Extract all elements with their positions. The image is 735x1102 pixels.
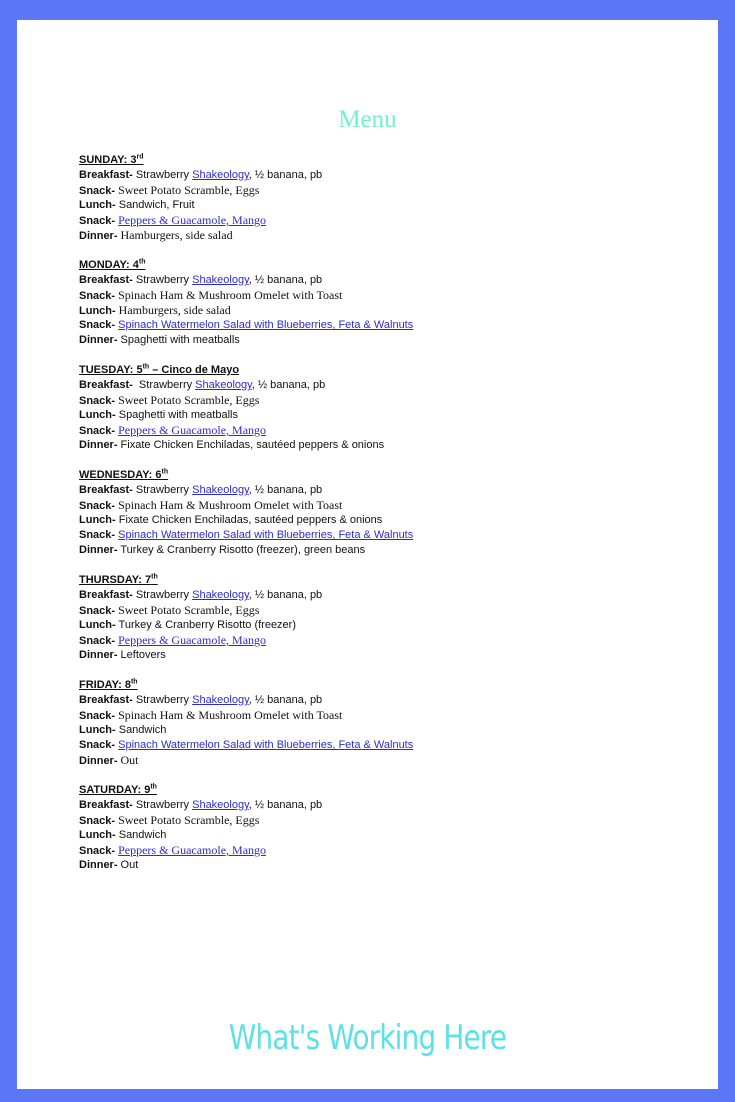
meal-text: Sandwich, Fruit [115, 199, 195, 211]
meal-label: Dinner- [79, 439, 118, 451]
meal-text: Strawberry [132, 589, 193, 601]
recipe-link[interactable]: Shakeology [192, 169, 249, 181]
meal-row [79, 183, 699, 198]
meal-text: Spaghetti with meatballs [115, 409, 238, 421]
day-name: WEDNESDAY: 6 [79, 469, 162, 481]
meal-text: Turkey & Cranberry Risotto (freezer) [115, 619, 297, 631]
day-name: SUNDAY: 3 [79, 154, 137, 166]
meal-label: Snack- [79, 395, 116, 407]
meal-row [79, 723, 699, 738]
meal-label: Lunch- [79, 619, 116, 631]
day-section [79, 783, 699, 873]
day-name: SATURDAY: 9 [79, 784, 151, 796]
meal-label: Lunch- [79, 409, 116, 421]
meal-row [79, 423, 699, 438]
meal-label: Snack- [79, 319, 116, 331]
meal-text: Fixate Chicken Enchiladas, sautéed peppers & onions [115, 514, 383, 526]
meal-label: Breakfast- [79, 169, 133, 181]
day-heading [79, 258, 699, 273]
recipe-link[interactable]: Shakeology [195, 379, 252, 391]
meal-label: Snack- [79, 215, 116, 227]
meal-text: Hamburgers, side salad [115, 303, 231, 317]
recipe-link[interactable]: Shakeology [192, 274, 249, 286]
meal-text: Sandwich [115, 724, 167, 736]
meal-text: , ½ banana, pb [248, 589, 323, 601]
meal-label: Breakfast- [79, 589, 133, 601]
meal-row [79, 858, 699, 873]
meal-text: Strawberry [132, 694, 193, 706]
recipe-link[interactable]: Spinach Watermelon Salad with Blueberries, Feta & Walnuts [118, 529, 414, 541]
day-heading [79, 363, 699, 378]
meal-label: Snack- [79, 815, 116, 827]
day-ordinal: th [151, 573, 158, 581]
day-heading [79, 783, 699, 798]
meal-text: Sweet Potato Scramble, Eggs [115, 813, 260, 827]
meal-text: Out [117, 753, 139, 767]
meal-label: Lunch- [79, 514, 116, 526]
meal-text: Fixate Chicken Enchiladas, sautéed peppers & onions [117, 439, 385, 451]
meal-row [79, 513, 699, 528]
meal-text: Spinach Ham & Mushroom Omelet with Toast [115, 498, 343, 512]
recipe-link[interactable]: Shakeology [192, 694, 249, 706]
day-name: THURSDAY: 7 [79, 574, 152, 586]
meal-row [79, 708, 699, 723]
meal-row [79, 213, 699, 228]
meal-text: Sweet Potato Scramble, Eggs [115, 183, 260, 197]
meal-label: Dinner- [79, 755, 118, 767]
day-heading [79, 678, 699, 693]
day-ordinal: th [138, 258, 146, 266]
meal-text: Strawberry [132, 274, 193, 286]
meal-text: , ½ banana, pb [248, 274, 323, 286]
day-ordinal: rd [136, 153, 144, 161]
meal-text: , ½ banana, pb [248, 169, 323, 181]
recipe-link[interactable]: Peppers & Guacamole, Mango [118, 843, 267, 857]
day-section [79, 153, 699, 243]
day-section [79, 678, 699, 768]
meal-row [79, 483, 699, 498]
meal-row [79, 333, 699, 348]
meal-text: Sweet Potato Scramble, Eggs [115, 393, 260, 407]
meal-text: , ½ banana, pb [251, 379, 326, 391]
meal-label: Snack- [79, 425, 116, 437]
day-section [79, 258, 699, 348]
day-heading [79, 468, 699, 483]
meal-row [79, 438, 699, 453]
meal-row [79, 798, 699, 813]
recipe-link[interactable]: Peppers & Guacamole, Mango [118, 423, 267, 437]
meal-label: Snack- [79, 290, 116, 302]
meal-label: Dinner- [79, 649, 118, 661]
meal-label: Breakfast- [79, 799, 133, 811]
meal-label: Breakfast- [79, 274, 133, 286]
day-heading [79, 573, 699, 588]
recipe-link[interactable]: Peppers & Guacamole, Mango [118, 213, 267, 227]
meal-row [79, 843, 699, 858]
meal-row [79, 408, 699, 423]
recipe-link[interactable]: Peppers & Guacamole, Mango [118, 633, 267, 647]
meal-row [79, 288, 699, 303]
meal-label: Breakfast- [79, 694, 133, 706]
day-section [79, 363, 699, 453]
meal-text: Turkey & Cranberry Risotto (freezer), green beans [117, 544, 366, 556]
day-name: FRIDAY: 8 [79, 679, 131, 691]
day-section [79, 468, 699, 558]
meal-row [79, 303, 699, 318]
meal-text: Strawberry [132, 484, 193, 496]
document-page [17, 20, 718, 1089]
recipe-link[interactable]: Shakeology [192, 484, 249, 496]
recipe-link[interactable]: Spinach Watermelon Salad with Blueberries, Feta & Walnuts [118, 739, 414, 751]
meal-label: Lunch- [79, 305, 116, 317]
meal-text: Spaghetti with meatballs [117, 334, 240, 346]
meal-row [79, 618, 699, 633]
meal-row [79, 603, 699, 618]
day-name: MONDAY: 4 [79, 259, 139, 271]
meal-label: Snack- [79, 635, 116, 647]
meal-row [79, 588, 699, 603]
recipe-link[interactable]: Shakeology [192, 799, 249, 811]
meal-row [79, 753, 699, 768]
day-name: TUESDAY: 5 [79, 364, 143, 376]
meal-row [79, 393, 699, 408]
meal-text: Strawberry [132, 169, 193, 181]
meal-label: Dinner- [79, 859, 118, 871]
meal-row [79, 813, 699, 828]
meal-label: Breakfast- [79, 484, 133, 496]
meal-text: Sandwich [115, 829, 167, 841]
meal-row [79, 528, 699, 543]
day-ordinal: th [150, 783, 157, 791]
meal-row [79, 633, 699, 648]
meal-row [79, 693, 699, 708]
day-note: – Cinco de Mayo [149, 364, 240, 376]
day-ordinal: th [161, 468, 169, 476]
day-ordinal: th [142, 363, 150, 371]
meal-row [79, 543, 699, 558]
meal-label: Lunch- [79, 724, 116, 736]
day-heading [79, 153, 699, 168]
meal-label: Snack- [79, 185, 116, 197]
meal-row [79, 498, 699, 513]
meal-text: Strawberry [132, 799, 193, 811]
meal-text: , ½ banana, pb [248, 484, 323, 496]
meal-row [79, 228, 699, 243]
meal-row [79, 168, 699, 183]
meal-text: Spinach Ham & Mushroom Omelet with Toast [115, 708, 343, 722]
meal-label: Lunch- [79, 829, 116, 841]
meal-plan [79, 153, 699, 888]
page-title: Menu [338, 106, 397, 133]
day-ordinal: th [130, 678, 138, 686]
meal-text: Spinach Ham & Mushroom Omelet with Toast [115, 288, 343, 302]
meal-label: Snack- [79, 845, 116, 857]
meal-text: Out [117, 859, 139, 871]
meal-label: Snack- [79, 605, 116, 617]
day-section [79, 573, 699, 663]
meal-row [79, 828, 699, 843]
recipe-link[interactable]: Spinach Watermelon Salad with Blueberries, Feta & Walnuts [118, 319, 414, 331]
meal-text: , ½ banana, pb [248, 799, 323, 811]
meal-text: Sweet Potato Scramble, Eggs [115, 603, 260, 617]
meal-label: Snack- [79, 500, 116, 512]
meal-label: Dinner- [79, 544, 118, 556]
meal-label: Snack- [79, 710, 116, 722]
meal-text: , ½ banana, pb [248, 694, 323, 706]
meal-label: Dinner- [79, 334, 118, 346]
recipe-link[interactable]: Shakeology [192, 589, 249, 601]
meal-label: Breakfast- [79, 379, 133, 391]
meal-label: Snack- [79, 739, 116, 751]
meal-row [79, 648, 699, 663]
footer-brand: What's Working Here [228, 1018, 507, 1058]
meal-label: Snack- [79, 529, 116, 541]
meal-row [79, 738, 699, 753]
meal-row [79, 273, 699, 288]
meal-text: Hamburgers, side salad [117, 228, 233, 242]
meal-label: Lunch- [79, 199, 116, 211]
meal-row [79, 198, 699, 213]
meal-row [79, 318, 699, 333]
meal-text: Strawberry [132, 379, 196, 391]
meal-text: Leftovers [117, 649, 166, 661]
meal-label: Dinner- [79, 230, 118, 242]
meal-row [79, 378, 699, 393]
